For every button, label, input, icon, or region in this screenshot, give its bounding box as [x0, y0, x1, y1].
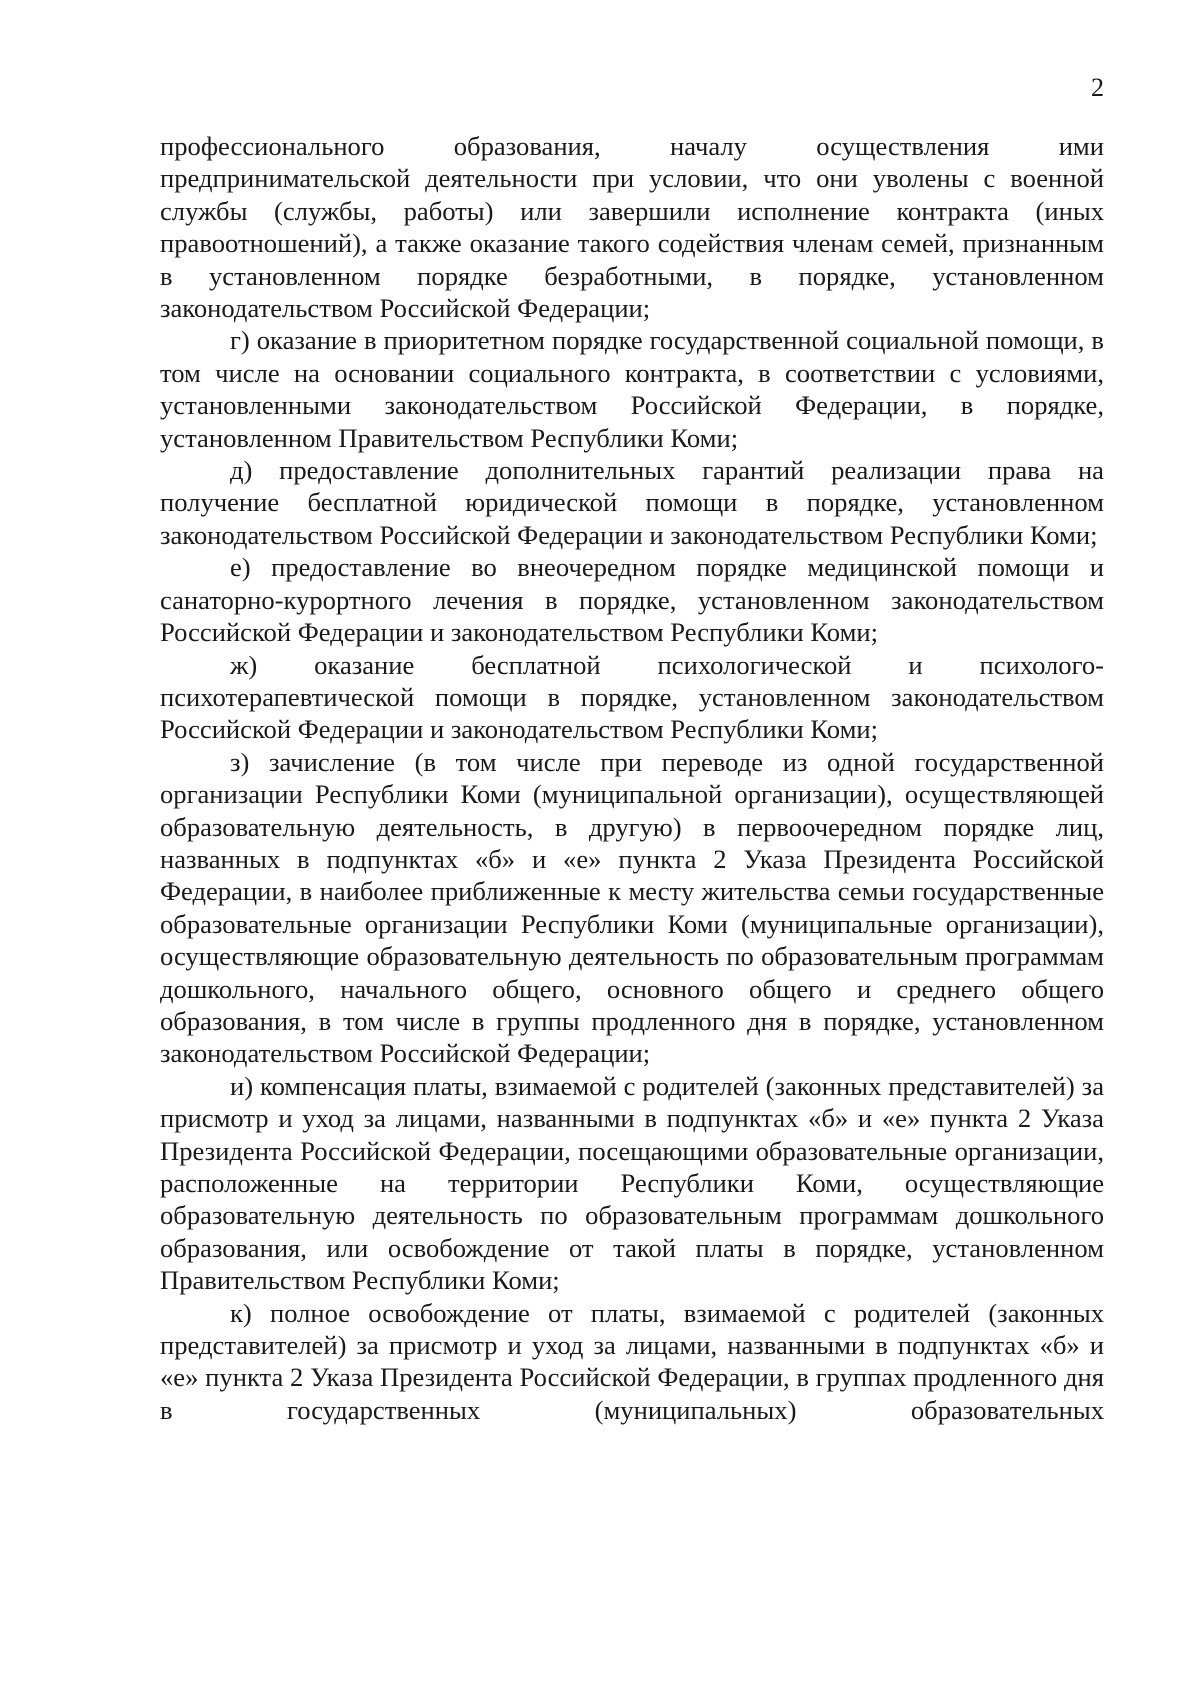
paragraph-item-i: и) компенсация платы, взимаемой с родителей (законных представителей) за присмотр и уход за лицами, названными в подпунктах «б» и «е» пункта 2 Указа Президента Российской Федерации, посещающими образовательные организации, расположенные на территории Республики Коми, осуществляющие образовательную деятельность по образовательным программам дошкольного образования, или освобождение от такой платы в порядке, установленном Правительством Республики Коми;	[160, 1070, 1104, 1296]
paragraph-item-d: д) предоставление дополнительных гарантий реализации права на получение бесплатной юридической помощи в порядке, установленном законодательством Российской Федерации и законодательством Республики Коми;	[160, 455, 1104, 550]
document-body	[160, 130, 1104, 1426]
paragraph-item-k: к) полное освобождение от платы, взимаемой с родителей (законных представителей) за присмотр и уход за лицами, названными в подпунктах «б» и «е» пункта 2 Указа Президента Российской Федерации, в группах продленного дня в государственных (муниципальных) образовательных	[160, 1297, 1104, 1425]
paragraph-item-zh: ж) оказание бесплатной психологической и психолого-психотерапевтической помощи в порядке, установленном законодательством Российской Федерации и законодательством Республики Коми;	[160, 649, 1104, 745]
paragraph-item-g: г) оказание в приоритетном порядке государственной социальной помощи, в том числе на основании социального контракта, в соответствии с условиями, установленными законодательством Российской Федерации, в порядке, установленном Правительством Республики Коми;	[160, 325, 1104, 453]
paragraph-item-z: з) зачисление (в том числе при переводе из одной государственной организации Республики Коми (муниципальной организации), осуществляющей образовательную деятельность, в другую) в первоочередном порядке лиц, названных в подпунктах «б» и «е» пункта 2 Указа Президента Российской Федерации, в наиболее приближенные к месту жительства семьи государственные образовательные организации Республики Коми (муниципальные организации), осуществляющие образовательную деятельность по образовательным программам дошкольного, начального общего, основного общего и среднего общего образования, в том числе в группы продленного дня в порядке, установленном законодательством Российской Федерации;	[160, 746, 1104, 1069]
paragraph-item-e: е) предоставление во внеочередном порядке медицинской помощи и санаторно-курортного лечения в порядке, установленном законодательством Российской Федерации и законодательством Республики Коми;	[160, 552, 1104, 648]
page-number: 2	[1091, 73, 1104, 102]
paragraph-continuation: профессионального образования, началу осуществления ими предпринимательской деятельности при условии, что они уволены с военной службы (службы, работы) или завершили исполнение контракта (иных правоотношений), а также оказание такого содействия членам семей, признанным в установленном порядке безработными, в порядке, установленном законодательством Российской Федерации;	[160, 131, 1104, 324]
